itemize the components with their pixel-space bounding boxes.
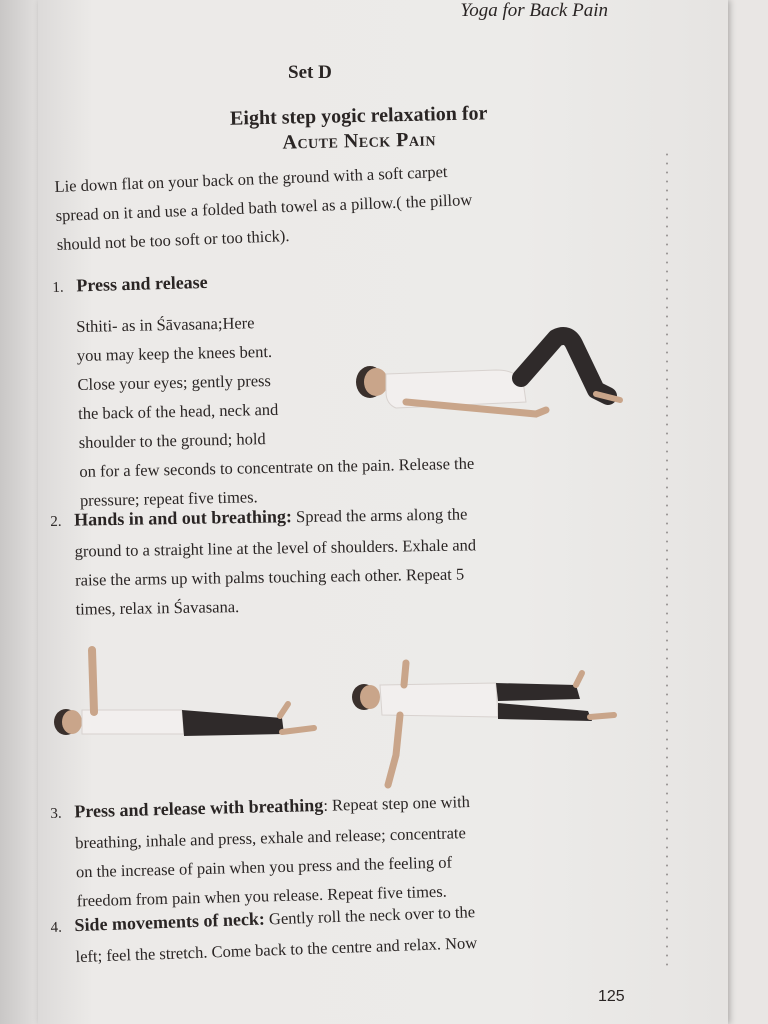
running-header: Yoga for Back Pain [460,0,608,21]
set-title: Set D [288,62,332,83]
step3-paragraph [50,787,473,916]
step2-line: ground to a straight line at the level of shoulders. Exhale and [74,535,477,561]
step4-title: Side movements of neck: [74,908,266,936]
step2-line: raise the arms up with palms touching each other. Repeat 5 [75,564,465,590]
page-number: 125 [598,988,625,1005]
step2-number: 2. [50,513,62,530]
step1-line: you may keep the knees bent. [76,341,273,365]
section-title-line1: Eight step yogic relaxation for [229,102,488,130]
figure-knees-bent [346,318,626,428]
margin-dot-line [666,150,668,970]
step3-title: Press and release with breathing [74,794,324,822]
step3-line: breathing, inhale and press, exhale and release; concentrate [74,823,467,853]
step1-line: the back of the head, neck and [77,399,279,423]
intro-paragraph [54,156,474,259]
step4-line: left; feel the stretch. Come back to the centre and relax. Now [75,933,478,967]
step3-line: : Repeat step one with [323,792,471,815]
step3-line: freedom from pain when you release. Repeat five times. [76,881,448,911]
book-gutter [0,0,38,1024]
section-title [154,100,565,159]
step2-line: times, relax in Śavasana. [75,597,240,619]
step3-number: 3. [50,805,62,822]
intro-line: spread on it and use a folded bath towel as a pillow.( the pillow [55,189,473,225]
step1-line: Sthiti- as in Śāvasana;Here [76,313,255,336]
step1-title: Press and release [76,271,208,296]
step2-line: Spread the arms along the [291,504,468,527]
step1-line: shoulder to the ground; hold [78,429,266,452]
step1-line: pressure; repeat five times. [79,487,258,510]
step1-number: 1. [52,279,64,296]
step4-number: 4. [50,919,63,936]
step1-heading [52,268,208,303]
step3-line: on the increase of pain when you press and the feeling of [75,852,453,882]
book-page [38,0,728,1024]
intro-line: should not be too soft or too thick). [56,226,290,254]
step4-line: Gently roll the neck over to the [264,902,476,929]
step1-line: Close your eyes; gently press [77,370,272,394]
section-title-line2: Acute Neck Pain [282,128,437,154]
figure-arms-raised [52,630,322,760]
figure-arms-spread [348,655,628,795]
step2-paragraph [50,499,477,624]
step1-line: on for a few seconds to concentrate on the pain. Release the [79,453,475,481]
step2-title: Hands in and out breathing: [74,506,293,530]
intro-line: Lie down flat on your back on the ground with a soft carpet [54,161,448,196]
